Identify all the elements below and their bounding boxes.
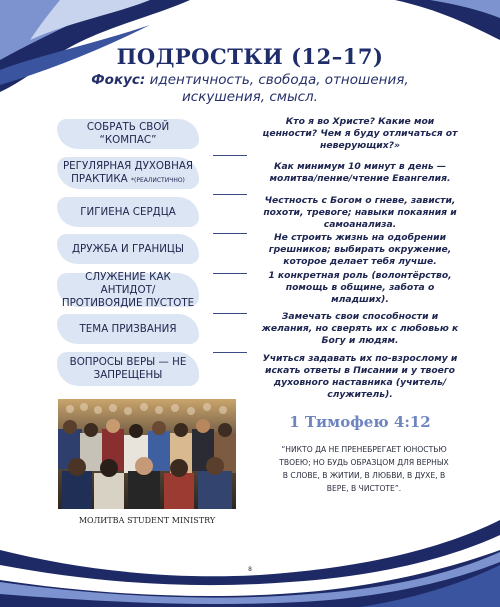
answer-faith-questions: Учиться задавать их по-взрослому и искать ответы в Писании и у твоего духовного наставника (учитель/служитель).	[262, 353, 458, 400]
connector-line	[213, 233, 247, 234]
focus-label: Фокус:	[91, 72, 146, 88]
focus-line2: искушения, смысл.	[182, 89, 318, 105]
connector-line	[213, 352, 247, 353]
connector-line	[213, 194, 247, 195]
scripture-reference: 1 Тимофею 4:12	[289, 413, 431, 431]
answer-compass: Кто я во Христе? Какие мои ценности? Чем я буду отличаться от неверующих?»	[262, 116, 458, 151]
topic-pill-heart-hygiene	[57, 197, 199, 227]
answer-spiritual-practice: Как минимум 10 минут в день — молитва/пение/чтение Евангелия.	[269, 161, 451, 184]
page-title: ПОДРОСТКИ (12–17)	[116, 44, 384, 69]
topic-pill-compass	[57, 119, 199, 149]
topic-label: СОБРАТЬ СВОЙ “КОМПАС”	[86, 121, 170, 146]
topic-pill-spiritual-practice	[57, 157, 199, 189]
topic-label: СЛУЖЕНИЕ КАК АНТИДОТ/ ПРОТИВОЯДИЕ ПУСТОТЕ	[61, 270, 195, 309]
praying-crowd-photo	[58, 399, 236, 509]
topic-pill-faith-questions	[57, 352, 199, 386]
topic-pill-friendship	[57, 234, 199, 264]
topic-label: РЕГУЛЯРНАЯ ДУХОВНАЯ ПРАКТИКА *(РЕАЛИСТИЧНО)	[62, 159, 194, 185]
answer-heart-hygiene: Честность с Богом о гневе, зависти, похоти, тревоге; навыки покаяния и самоанализа.	[263, 195, 457, 230]
scripture-quote: “НИКТО ДА НЕ ПРЕНЕБРЕГАЕТ ЮНОСТЬЮ ТВОЕЮ; НО БУДЬ ОБРАЗЦОМ ДЛЯ ВЕРНЫХ В СЛОВЕ, В ЖИТИИ, В ЛЮБВИ, В ДУХЕ, В ВЕРЕ, В ЧИСТОТЕ”.	[279, 445, 449, 493]
answer-friendship: Не строить жизнь на одобрении грешников; выбирать окружение, которое делает тебя лучше.	[268, 232, 452, 267]
connector-line	[213, 313, 247, 314]
focus-text	[60, 72, 440, 106]
topic-label: ДРУЖБА И ГРАНИЦЫ	[71, 242, 185, 255]
connector-line	[213, 155, 247, 156]
answer-calling: Замечать свои способности и желания, но сверять их с любовью к Богу и людям.	[261, 311, 459, 346]
topic-pill-calling	[57, 314, 199, 344]
topic-note: *(РЕАЛИСТИЧНО)	[131, 176, 185, 184]
topic-label: ГИГИЕНА СЕРДЦА	[80, 205, 176, 218]
answer-service: 1 конкретная роль (волонтёрство, помощь в общине, забота о младших).	[268, 270, 452, 305]
page-number: 8	[248, 566, 252, 573]
topic-pill-service	[57, 270, 199, 309]
topic-label: ТЕМА ПРИЗВАНИЯ	[79, 322, 177, 335]
photo-caption: МОЛИТВА STUDENT MINISTRY	[78, 516, 216, 525]
focus-line1: идентичность, свобода, отношения,	[145, 72, 409, 88]
topic-label: ВОПРОСЫ ВЕРЫ — НЕ ЗАПРЕЩЕНЫ	[69, 356, 187, 381]
connector-line	[213, 273, 247, 274]
